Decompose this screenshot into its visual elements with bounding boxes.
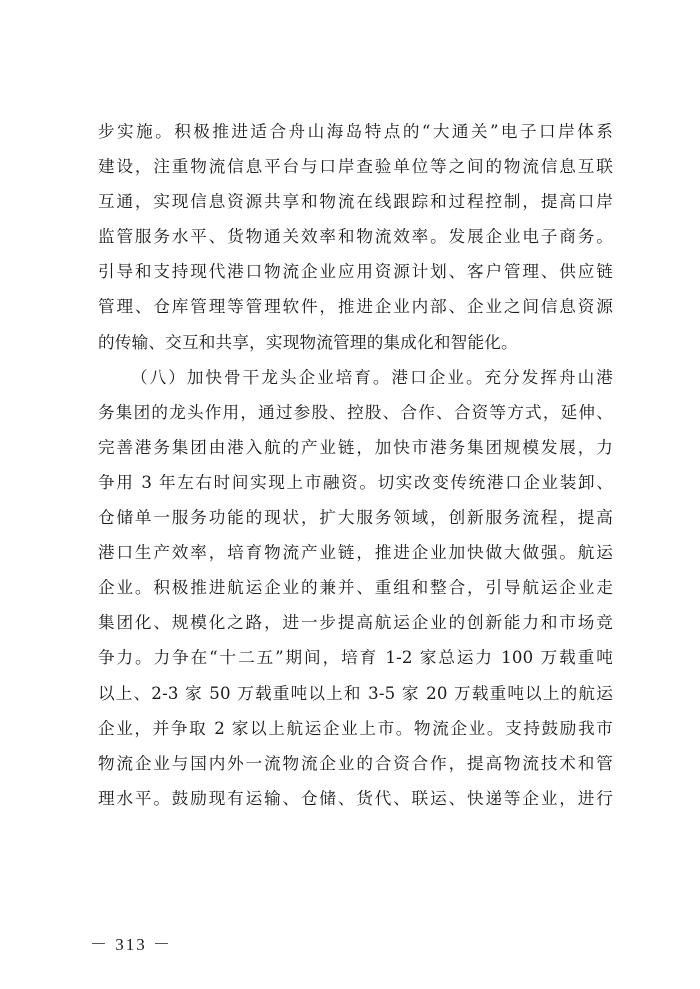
page-number: － 313 － — [90, 935, 172, 954]
text-line-11: 争用 3 年左右时间实现上市融资。切实改变传统港口企业装卸、 — [98, 472, 613, 492]
text-line-8: （八）加快骨干龙头企业培育。港口企业。充分发挥舟山港 — [131, 367, 613, 387]
text-line-2: 建设，注重物流信息平台与口岸查验单位等之间的物流信息互联 — [98, 157, 613, 177]
text-line-5: 引导和支持现代港口物流企业应用资源计划、客户管理、供应链 — [98, 262, 613, 282]
text-line-20: 理水平。鼓励现有运输、仓储、货代、联运、快递等企业，进行 — [98, 788, 613, 808]
text-line-14: 企业。积极推进航运企业的兼并、重组和整合，引导航运企业走 — [98, 578, 613, 598]
text-line-6: 管理、仓库管理等管理软件，推进企业内部、企业之间信息资源 — [98, 297, 613, 317]
text-line-4: 监管服务水平、货物通关效率和物流效率。发展企业电子商务。 — [98, 227, 613, 247]
text-line-3: 互通，实现信息资源共享和物流在线跟踪和过程控制，提高口岸 — [98, 192, 613, 212]
body-text — [98, 114, 613, 816]
text-line-16: 争力。力争在“十二五”期间，培育 1-2 家总运力 100 万载重吨 — [98, 648, 613, 668]
text-line-7: 的传输、交互和共享，实现物流管理的集成化和智能化。 — [98, 332, 518, 352]
text-line-17: 以上、2-3 家 50 万载重吨以上和 3-5 家 20 万载重吨以上的航运 — [98, 683, 613, 703]
text-line-12: 仓储单一服务功能的现状，扩大服务领域，创新服务流程，提高 — [98, 508, 613, 528]
text-line-19: 物流企业与国内外一流物流企业的合资合作，提高物流技术和管 — [98, 753, 613, 773]
text-line-9: 务集团的龙头作用，通过参股、控股、合作、合资等方式，延伸、 — [98, 402, 613, 422]
text-line-15: 集团化、规模化之路，进一步提高航运企业的创新能力和市场竞 — [98, 613, 613, 633]
text-line-18: 企业，并争取 2 家以上航运企业上市。物流企业。支持鼓励我市 — [98, 718, 613, 738]
text-line-13: 港口生产效率，培育物流产业链，推进企业加快做大做强。航运 — [98, 543, 613, 563]
text-line-1: 步实施。积极推进适合舟山海岛特点的“大通关”电子口岸体系 — [98, 122, 613, 141]
text-line-10: 完善港务集团由港入航的产业链，加快市港务集团规模发展，力 — [98, 437, 613, 457]
